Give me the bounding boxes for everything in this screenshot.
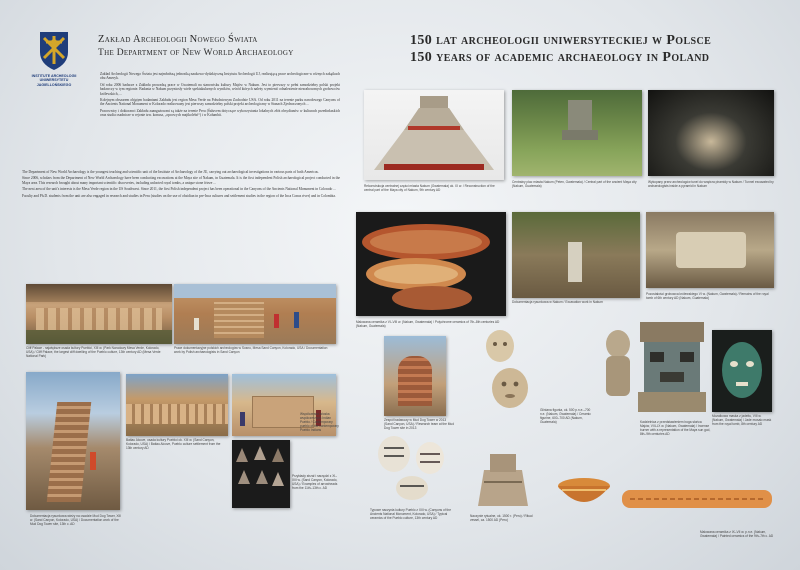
mud-dog-tower-photo xyxy=(26,372,120,510)
shell-bead-strand xyxy=(620,484,776,514)
painted-bowl xyxy=(556,474,612,512)
pl-paragraph-3: Pracownicy i doktoranci Zakładu zaangażowani są także na terenie Peru (Śaluvem dotyczące wykorzystania lokalnych złóż obsydianów w kulturach przedinkaskich oraz studia osadnicze w rejonie tzw. konusa, „opcowych majtkolebó“) i w Kolumbii. xyxy=(100,108,340,118)
en-paragraph-3: The next area of the unit's interests is the Mesa Verde region in the US Southwest. Since 2011, the first Polish independent project has been operational in the Canyons of the Ancients National Monument in Colorado ... xyxy=(22,187,336,192)
mud-dog-tower-caption: Dokumentacja rysunkowa wieży na osadzie Mud Dog Tower, XIII w. (Sand Canyon, Kolorado, USA) / Documentation work of the Mud Dog Tower site, 13th c. AD xyxy=(30,514,122,526)
spouted-vessel-caption: Naczynie rytualne, ok. 1500 r. (Peru) / Ritual vessel, ca. 1500 AD (Peru) xyxy=(470,514,533,522)
pl-intro: Zakład Archeologii Nowego Świata jest najmłodszą jednostką naukowo-dydaktyczną Instytutu Archeologii UJ, realizującą prace archeologiczne w różnych zakątkach obu Ameryk. xyxy=(100,72,340,81)
drawing-worker-photo xyxy=(512,212,640,298)
en-paragraph-1: The Department of New World Archaeology is the youngest teaching and scientific unit of the Institute of Archaeology of the JU, carrying out archaeological investigations in various parts of both Americas. xyxy=(22,170,319,174)
polychrome-bowls-photo xyxy=(356,212,506,316)
sand-canyon-excavation-caption: Prace dokumentacyjne polskich archeologów w Sosnu, Mesa Sand Canyon, Kolorado, USA / Documentation work by Polish archaeologists in Sand Canyon xyxy=(174,346,328,354)
nakum-jungle-plaza-caption: Centralny plac miasta Nakum (Peten, Gwatemala) / Central part of the ancient Maya city (Nakum, Guatemala) xyxy=(512,180,637,188)
royal-tomb-photo xyxy=(646,212,774,288)
jade-mask-photo xyxy=(712,330,772,412)
pyramid-tunnel-photo xyxy=(648,90,774,176)
clay-figurine-caption: Gliniana figurka, ok. 500 p.n.e.–700 n.e. (Nakum, Gwatemala) / Ceramic figurine, 600–700 AD (Nakum, Guatemala) xyxy=(540,408,591,424)
logo-caption: INSTITUTE ARCHEOLOGII UNIWERSYTETU JAGIELLOŃSKIEGO xyxy=(31,74,77,87)
drawing-worker-caption: Dokumentacja rysunkowa w Nakum / Excavation work in Nakum xyxy=(512,300,603,304)
pl-paragraph-1: Od roku 2006 badacze z Zakładu prowadzą prace w Gwatemali na stanowisku kultury Majów w Nakum. Jest to pierwszy w pełni samodzielny polski projekt badawczy w tym regionie. Badania w Nakum przyniosły wiele spektakularnych wyników, wśród których należy wymienić odnalezienie niezrabowanych grobowców królewskich, ... xyxy=(100,82,340,96)
mud-dog-kiln-caption: Zespół badawczy w Mud Dog Tower w 2013 (Sand Canyon, USA) / Research team at the Mud Dog Tower site in 2013 xyxy=(384,418,454,430)
sandy-arroyo-photo xyxy=(126,374,228,436)
mud-dog-kiln-photo xyxy=(384,336,446,416)
polychrome-bowls-caption: Malowana ceramika z VI–VIII w. (Nakum, Gwatemala) / Polychrome ceramics of 7th–8th centuries AD (Nakum, Guatemala) xyxy=(356,320,500,328)
maya-censer xyxy=(634,318,710,416)
pueblo-vessels-caption: Typowe naczynia kultury Pueblo z XIII w. (Canyons of the Ancients National Monument, Kolorado, USA) / Typical ceramics of the Pueblo culture, 13th century AD xyxy=(370,508,451,520)
cliff-palace-caption: Cliff Palace - największe osada kultury Puebloi, XIII w. (Park Narodowy Mesa Verde, Kolorado, USA) / Cliff Palace, the largest cliff dwelling of the Pueblo culture, 13th century AD (Mesa Verde National Park) xyxy=(26,346,161,358)
polish-text-block xyxy=(100,72,340,120)
clay-figurine-heads xyxy=(480,326,534,426)
sand-canyon-excavation-photo xyxy=(174,284,336,344)
en-paragraph-2: Since 2006, scholars from the Department of New World Archaeology have been conducting excavations at the Maya site of Nakum, in Guatemala. It is the first independent Polish archaeological project conducted in the Maya area. This research brought about many important scientific discoveries, including unlooted royal tombs, a unique stone frieze ... xyxy=(22,176,340,185)
sandy-arroyo-caption: Batiau Alcove, osada kultury Puebloi ok. XIII w. (Sand Canyon, Kolorado, USA) / Batiau Alcove, Pueblo culture settlement from the 13th century AD xyxy=(126,438,221,450)
pueblo-vessels xyxy=(372,432,456,504)
arrowheads-caption: Przykłady strzał i narzędzi z XI–XIII w. (Sand Canyon, Kolorado, USA) / Examples of arrowheads from the 11th–13th c. AD xyxy=(292,474,338,490)
maya-censer-caption: Kadzielnica z przedstawieniem boga słońca Majów, VIII–IX w. (Nakum, Gwatemala) / Incense burner with a representation of the Maya sun god, 8th–9th centuries AD xyxy=(640,420,711,436)
poster-title-en: 150 years of academic archaeology in Poland xyxy=(410,50,710,65)
university-logo xyxy=(32,28,76,72)
arrowheads-photo xyxy=(232,440,290,508)
en-paragraph-4: Faculty and Ph.D. students from the unit are also engaged in research and studies in Peru (studies on the use of obsidian in pre-Inca cultures and settlement studies in the region of the Inca Conus river) and in Colombia. xyxy=(22,193,336,198)
nakum-jungle-plaza-photo xyxy=(512,90,642,176)
royal-tomb-caption: Pozostałości grobowca królewskiego VI w. (Nakum, Gwatemala) / Remains of the royal tomb of 6th century AD (Nakum, Guatemala) xyxy=(646,292,769,300)
shell-bead-caption: Malowana ceramika z IX–VII w. p.n.e. (Nakum, Gwatemala) / Painted ceramics of the 9th–7th c. AD xyxy=(700,530,774,538)
pyramid-tunnel-caption: Wykopany przez archeologów tunel do wnętrza piramidy w Nakum / Tunnel excavated by archaeologists inside a pyramid in Nakum xyxy=(648,180,774,188)
poster-title-pl: 150 lat archeologii uniwersyteckiej w Polsce xyxy=(410,33,712,48)
pl-paragraph-2: Kolejnym obszarem objętym badaniami Zakładu jest region Mesa Verde na Południowym Zachodzie USA. Od roku 2011 na terenie parku narodowego Canyons of the Ancients National Monument w Kolorado realizowany jest pierwszy samodzielny polski projekt archeologiczny w Stanach Zjednoczonych ... xyxy=(100,98,340,107)
temple-reconstruction-image xyxy=(364,90,504,180)
english-text-block xyxy=(22,170,340,200)
department-name-en: The Department of New World Archaeology xyxy=(98,48,294,58)
contemporary-pueblo-caption: Współczesna wioska współczesnych Indian Pueblo / Contemporary pueblo of the contemporary Pueblo Indians xyxy=(300,412,339,432)
cliff-palace-photo xyxy=(26,284,172,344)
jade-mask-caption: Mozaikowa maska z jadeitu, VIII w. (Nakum, Gwatemala) / Jade mosaic mask from the royal tomb, 8th century AD xyxy=(712,414,772,426)
temple-reconstruction-caption: Rekonstrukcja centralnej części miasta Nakum (Gwatemala) ok. IX w. / Reconstruction of the central part of the Maya city of Nakum, 9th century AD xyxy=(364,184,495,192)
spouted-vessel xyxy=(470,440,536,510)
department-name-pl: Zakład Archeologii Nowego Świata xyxy=(98,34,258,45)
